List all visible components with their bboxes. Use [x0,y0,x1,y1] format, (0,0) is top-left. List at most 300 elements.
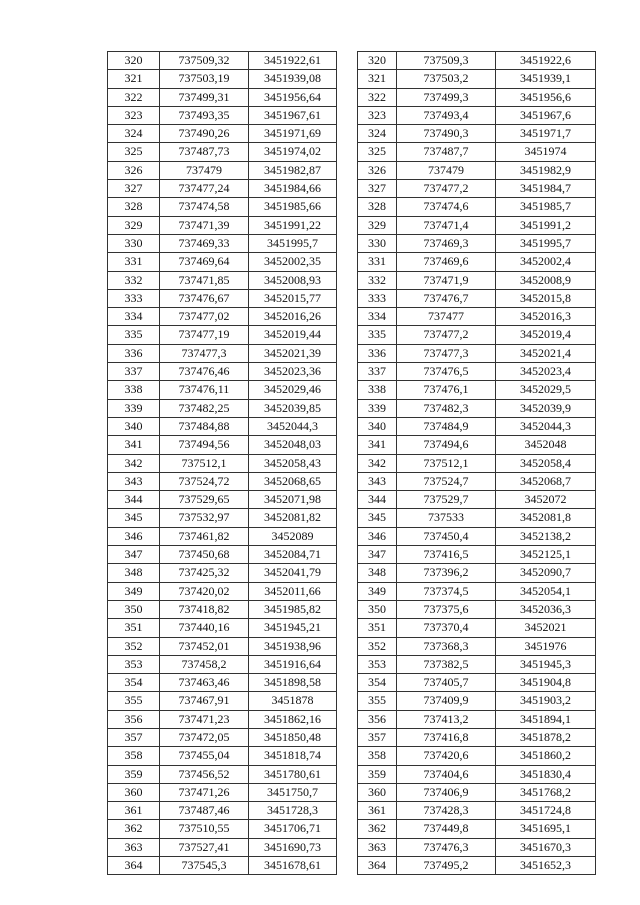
point-number-cell: 335 [108,326,160,344]
y-coordinate-cell: 3451860,2 [496,747,596,765]
point-number-cell: 359 [108,765,160,783]
point-number-cell: 359 [358,765,397,783]
y-coordinate-cell: 3451976 [496,637,596,655]
point-number-cell: 324 [358,125,397,143]
y-coordinate-cell: 3451967,61 [249,106,337,124]
table-row [358,491,596,509]
table-row [358,692,596,710]
table-row [108,88,337,106]
y-coordinate-cell: 3451967,6 [496,106,596,124]
table-row [358,198,596,216]
y-coordinate-cell: 3452011,66 [249,582,337,600]
x-coordinate-cell: 737527,41 [160,838,249,856]
x-coordinate-cell: 737503,2 [397,70,496,88]
x-coordinate-cell: 737461,82 [160,527,249,545]
x-coordinate-cell: 737455,04 [160,747,249,765]
y-coordinate-cell: 3452015,77 [249,289,337,307]
table-row [358,747,596,765]
point-number-cell: 361 [358,802,397,820]
y-coordinate-cell: 3452081,82 [249,509,337,527]
y-coordinate-cell: 3451894,1 [496,710,596,728]
point-number-cell: 364 [108,857,160,875]
table-row [358,253,596,271]
x-coordinate-cell: 737416,8 [397,728,496,746]
table-row [358,802,596,820]
y-coordinate-cell: 3452039,85 [249,399,337,417]
table-row [108,728,337,746]
y-coordinate-cell: 3451938,96 [249,637,337,655]
x-coordinate-cell: 737477 [397,308,496,326]
x-coordinate-cell: 737509,3 [397,52,496,70]
y-coordinate-cell: 3452044,3 [496,417,596,435]
table-row [108,655,337,673]
x-coordinate-cell: 737382,5 [397,655,496,673]
coordinates-table-right-body [358,52,596,875]
table-row [358,216,596,234]
y-coordinate-cell: 3451818,74 [249,747,337,765]
table-row [108,363,337,381]
point-number-cell: 327 [358,180,397,198]
table-row [108,619,337,637]
point-number-cell: 322 [358,88,397,106]
point-number-cell: 346 [108,527,160,545]
table-row [108,381,337,399]
table-row [358,88,596,106]
table-row [108,52,337,70]
x-coordinate-cell: 737467,91 [160,692,249,710]
table-row [108,454,337,472]
y-coordinate-cell: 3452015,8 [496,289,596,307]
point-number-cell: 356 [108,710,160,728]
x-coordinate-cell: 737471,39 [160,216,249,234]
y-coordinate-cell: 3452023,4 [496,363,596,381]
y-coordinate-cell: 3451985,7 [496,198,596,216]
y-coordinate-cell: 3452058,43 [249,454,337,472]
point-number-cell: 342 [108,454,160,472]
point-number-cell: 352 [108,637,160,655]
x-coordinate-cell: 737510,55 [160,820,249,838]
point-number-cell: 351 [108,619,160,637]
y-coordinate-cell: 3452021 [496,619,596,637]
x-coordinate-cell: 737449,8 [397,820,496,838]
x-coordinate-cell: 737440,16 [160,619,249,637]
x-coordinate-cell: 737405,7 [397,674,496,692]
y-coordinate-cell: 3451768,2 [496,783,596,801]
y-coordinate-cell: 3452023,36 [249,363,337,381]
x-coordinate-cell: 737476,1 [397,381,496,399]
table-row [358,820,596,838]
point-number-cell: 354 [358,674,397,692]
point-number-cell: 358 [108,747,160,765]
y-coordinate-cell: 3452090,7 [496,564,596,582]
point-number-cell: 343 [358,472,397,490]
x-coordinate-cell: 737474,58 [160,198,249,216]
y-coordinate-cell: 3452039,9 [496,399,596,417]
y-coordinate-cell: 3451830,4 [496,765,596,783]
point-number-cell: 325 [108,143,160,161]
y-coordinate-cell: 3452021,39 [249,344,337,362]
y-coordinate-cell: 3451945,21 [249,619,337,637]
x-coordinate-cell: 737368,3 [397,637,496,655]
table-row [108,802,337,820]
x-coordinate-cell: 737494,6 [397,436,496,454]
table-row [108,747,337,765]
y-coordinate-cell: 3452008,9 [496,271,596,289]
point-number-cell: 342 [358,454,397,472]
x-coordinate-cell: 737484,9 [397,417,496,435]
point-number-cell: 321 [108,70,160,88]
point-number-cell: 350 [108,600,160,618]
table-row [358,399,596,417]
table-row [358,70,596,88]
y-coordinate-cell: 3452021,4 [496,344,596,362]
table-row [108,326,337,344]
x-coordinate-cell: 737471,26 [160,783,249,801]
y-coordinate-cell: 3452089 [249,527,337,545]
x-coordinate-cell: 737413,2 [397,710,496,728]
y-coordinate-cell: 3451971,7 [496,125,596,143]
point-number-cell: 337 [358,363,397,381]
point-number-cell: 327 [108,180,160,198]
table-row [108,308,337,326]
x-coordinate-cell: 737493,4 [397,106,496,124]
table-row [358,125,596,143]
y-coordinate-cell: 3451984,7 [496,180,596,198]
point-number-cell: 328 [358,198,397,216]
point-number-cell: 337 [108,363,160,381]
table-row [108,600,337,618]
x-coordinate-cell: 737456,52 [160,765,249,783]
y-coordinate-cell: 3451985,82 [249,600,337,618]
x-coordinate-cell: 737490,26 [160,125,249,143]
table-row [108,198,337,216]
point-number-cell: 352 [358,637,397,655]
table-row [358,308,596,326]
y-coordinate-cell: 3451862,16 [249,710,337,728]
x-coordinate-cell: 737509,32 [160,52,249,70]
x-coordinate-cell: 737512,1 [397,454,496,472]
point-number-cell: 340 [108,417,160,435]
y-coordinate-cell: 3452036,3 [496,600,596,618]
x-coordinate-cell: 737477,2 [397,180,496,198]
point-number-cell: 334 [358,308,397,326]
y-coordinate-cell: 3451939,08 [249,70,337,88]
point-number-cell: 338 [358,381,397,399]
x-coordinate-cell: 737375,6 [397,600,496,618]
table-row [358,234,596,252]
point-number-cell: 325 [358,143,397,161]
point-number-cell: 320 [358,52,397,70]
x-coordinate-cell: 737416,5 [397,546,496,564]
y-coordinate-cell: 3451974,02 [249,143,337,161]
x-coordinate-cell: 737463,46 [160,674,249,692]
x-coordinate-cell: 737420,02 [160,582,249,600]
y-coordinate-cell: 3452138,2 [496,527,596,545]
x-coordinate-cell: 737471,23 [160,710,249,728]
y-coordinate-cell: 3451690,73 [249,838,337,856]
table-row [108,161,337,179]
y-coordinate-cell: 3452058,4 [496,454,596,472]
y-coordinate-cell: 3451904,8 [496,674,596,692]
table-row [108,234,337,252]
point-number-cell: 332 [358,271,397,289]
point-number-cell: 329 [358,216,397,234]
x-coordinate-cell: 737404,6 [397,765,496,783]
table-row [108,838,337,856]
table-row [108,417,337,435]
y-coordinate-cell: 3451916,64 [249,655,337,673]
point-number-cell: 330 [358,234,397,252]
y-coordinate-cell: 3451985,66 [249,198,337,216]
y-coordinate-cell: 3451995,7 [249,234,337,252]
table-row [108,765,337,783]
table-row [358,472,596,490]
x-coordinate-cell: 737476,3 [397,838,496,856]
point-number-cell: 345 [108,509,160,527]
table-row [358,564,596,582]
table-row [358,655,596,673]
table-row [358,436,596,454]
point-number-cell: 363 [108,838,160,856]
table-row [358,546,596,564]
table-row [358,106,596,124]
point-number-cell: 339 [358,399,397,417]
y-coordinate-cell: 3452071,98 [249,491,337,509]
table-row [108,491,337,509]
table-row [108,637,337,655]
point-number-cell: 351 [358,619,397,637]
coordinates-table-right [357,51,596,875]
x-coordinate-cell: 737450,4 [397,527,496,545]
x-coordinate-cell: 737476,11 [160,381,249,399]
table-row [358,674,596,692]
point-number-cell: 355 [358,692,397,710]
y-coordinate-cell: 3451728,3 [249,802,337,820]
point-number-cell: 349 [108,582,160,600]
x-coordinate-cell: 737533 [397,509,496,527]
y-coordinate-cell: 3452002,4 [496,253,596,271]
point-number-cell: 328 [108,198,160,216]
point-number-cell: 358 [358,747,397,765]
point-number-cell: 338 [108,381,160,399]
x-coordinate-cell: 737479 [397,161,496,179]
x-coordinate-cell: 737490,3 [397,125,496,143]
point-number-cell: 343 [108,472,160,490]
point-number-cell: 361 [108,802,160,820]
table-row [108,143,337,161]
point-number-cell: 323 [108,106,160,124]
coordinates-table-left-body [108,52,337,875]
x-coordinate-cell: 737482,25 [160,399,249,417]
y-coordinate-cell: 3451695,1 [496,820,596,838]
table-row [108,820,337,838]
point-number-cell: 360 [108,783,160,801]
y-coordinate-cell: 3451670,3 [496,838,596,856]
point-number-cell: 353 [108,655,160,673]
table-row [358,180,596,198]
x-coordinate-cell: 737495,2 [397,857,496,875]
point-number-cell: 335 [358,326,397,344]
point-number-cell: 341 [108,436,160,454]
y-coordinate-cell: 3451984,66 [249,180,337,198]
x-coordinate-cell: 737484,88 [160,417,249,435]
table-row [108,564,337,582]
table-row [108,106,337,124]
point-number-cell: 326 [108,161,160,179]
x-coordinate-cell: 737452,01 [160,637,249,655]
x-coordinate-cell: 737477,3 [160,344,249,362]
x-coordinate-cell: 737487,46 [160,802,249,820]
x-coordinate-cell: 737493,35 [160,106,249,124]
point-number-cell: 334 [108,308,160,326]
y-coordinate-cell: 3452016,26 [249,308,337,326]
y-coordinate-cell: 3452016,3 [496,308,596,326]
x-coordinate-cell: 737499,3 [397,88,496,106]
point-number-cell: 321 [358,70,397,88]
table-row [358,783,596,801]
table-row [108,857,337,875]
y-coordinate-cell: 3451652,3 [496,857,596,875]
x-coordinate-cell: 737479 [160,161,249,179]
table-row [358,454,596,472]
table-row [108,472,337,490]
table-row [108,509,337,527]
point-number-cell: 357 [358,728,397,746]
point-number-cell: 331 [358,253,397,271]
x-coordinate-cell: 737469,6 [397,253,496,271]
x-coordinate-cell: 737420,6 [397,747,496,765]
table-row [108,582,337,600]
x-coordinate-cell: 737545,3 [160,857,249,875]
table-row [358,363,596,381]
x-coordinate-cell: 737418,82 [160,600,249,618]
point-number-cell: 350 [358,600,397,618]
x-coordinate-cell: 737503,19 [160,70,249,88]
point-number-cell: 354 [108,674,160,692]
table-row [358,710,596,728]
x-coordinate-cell: 737428,3 [397,802,496,820]
point-number-cell: 341 [358,436,397,454]
table-row [108,436,337,454]
table-row [358,289,596,307]
y-coordinate-cell: 3451982,87 [249,161,337,179]
point-number-cell: 362 [108,820,160,838]
x-coordinate-cell: 737458,2 [160,655,249,673]
x-coordinate-cell: 737409,9 [397,692,496,710]
x-coordinate-cell: 737370,4 [397,619,496,637]
table-row [108,344,337,362]
y-coordinate-cell: 3451991,2 [496,216,596,234]
x-coordinate-cell: 737469,64 [160,253,249,271]
y-coordinate-cell: 3451991,22 [249,216,337,234]
point-number-cell: 347 [108,546,160,564]
x-coordinate-cell: 737477,3 [397,344,496,362]
point-number-cell: 363 [358,838,397,856]
y-coordinate-cell: 3451850,48 [249,728,337,746]
table-row [108,692,337,710]
x-coordinate-cell: 737471,4 [397,216,496,234]
table-row [108,783,337,801]
y-coordinate-cell: 3452048 [496,436,596,454]
x-coordinate-cell: 737524,72 [160,472,249,490]
y-coordinate-cell: 3451945,3 [496,655,596,673]
point-number-cell: 348 [108,564,160,582]
point-number-cell: 357 [108,728,160,746]
table-row [358,344,596,362]
table-row [358,52,596,70]
x-coordinate-cell: 737494,56 [160,436,249,454]
table-row [358,600,596,618]
y-coordinate-cell: 3452029,46 [249,381,337,399]
x-coordinate-cell: 737471,9 [397,271,496,289]
x-coordinate-cell: 737476,67 [160,289,249,307]
point-number-cell: 336 [358,344,397,362]
table-row [108,180,337,198]
x-coordinate-cell: 737532,97 [160,509,249,527]
table-row [358,765,596,783]
point-number-cell: 344 [108,491,160,509]
point-number-cell: 347 [358,546,397,564]
point-number-cell: 345 [358,509,397,527]
x-coordinate-cell: 737450,68 [160,546,249,564]
point-number-cell: 326 [358,161,397,179]
x-coordinate-cell: 737512,1 [160,454,249,472]
y-coordinate-cell: 3452068,7 [496,472,596,490]
y-coordinate-cell: 3451995,7 [496,234,596,252]
x-coordinate-cell: 737476,46 [160,363,249,381]
y-coordinate-cell: 3451678,61 [249,857,337,875]
x-coordinate-cell: 737474,6 [397,198,496,216]
table-row [358,728,596,746]
table-row [358,381,596,399]
x-coordinate-cell: 737477,19 [160,326,249,344]
x-coordinate-cell: 737487,73 [160,143,249,161]
point-number-cell: 349 [358,582,397,600]
table-row [358,857,596,875]
point-number-cell: 331 [108,253,160,271]
y-coordinate-cell: 3452125,1 [496,546,596,564]
y-coordinate-cell: 3451724,8 [496,802,596,820]
point-number-cell: 348 [358,564,397,582]
y-coordinate-cell: 3451974 [496,143,596,161]
y-coordinate-cell: 3451956,64 [249,88,337,106]
x-coordinate-cell: 737477,24 [160,180,249,198]
coordinates-table-left [107,51,337,875]
point-number-cell: 344 [358,491,397,509]
x-coordinate-cell: 737487,7 [397,143,496,161]
table-row [358,619,596,637]
point-number-cell: 360 [358,783,397,801]
table-row [358,417,596,435]
y-coordinate-cell: 3452084,71 [249,546,337,564]
point-number-cell: 323 [358,106,397,124]
x-coordinate-cell: 737482,3 [397,399,496,417]
table-row [108,216,337,234]
x-coordinate-cell: 737477,02 [160,308,249,326]
x-coordinate-cell: 737396,2 [397,564,496,582]
y-coordinate-cell: 3451898,58 [249,674,337,692]
y-coordinate-cell: 3452041,79 [249,564,337,582]
y-coordinate-cell: 3452029,5 [496,381,596,399]
y-coordinate-cell: 3451982,9 [496,161,596,179]
table-row [108,125,337,143]
y-coordinate-cell: 3451903,2 [496,692,596,710]
table-row [108,289,337,307]
x-coordinate-cell: 737472,05 [160,728,249,746]
point-number-cell: 353 [358,655,397,673]
table-row [108,399,337,417]
table-row [358,161,596,179]
